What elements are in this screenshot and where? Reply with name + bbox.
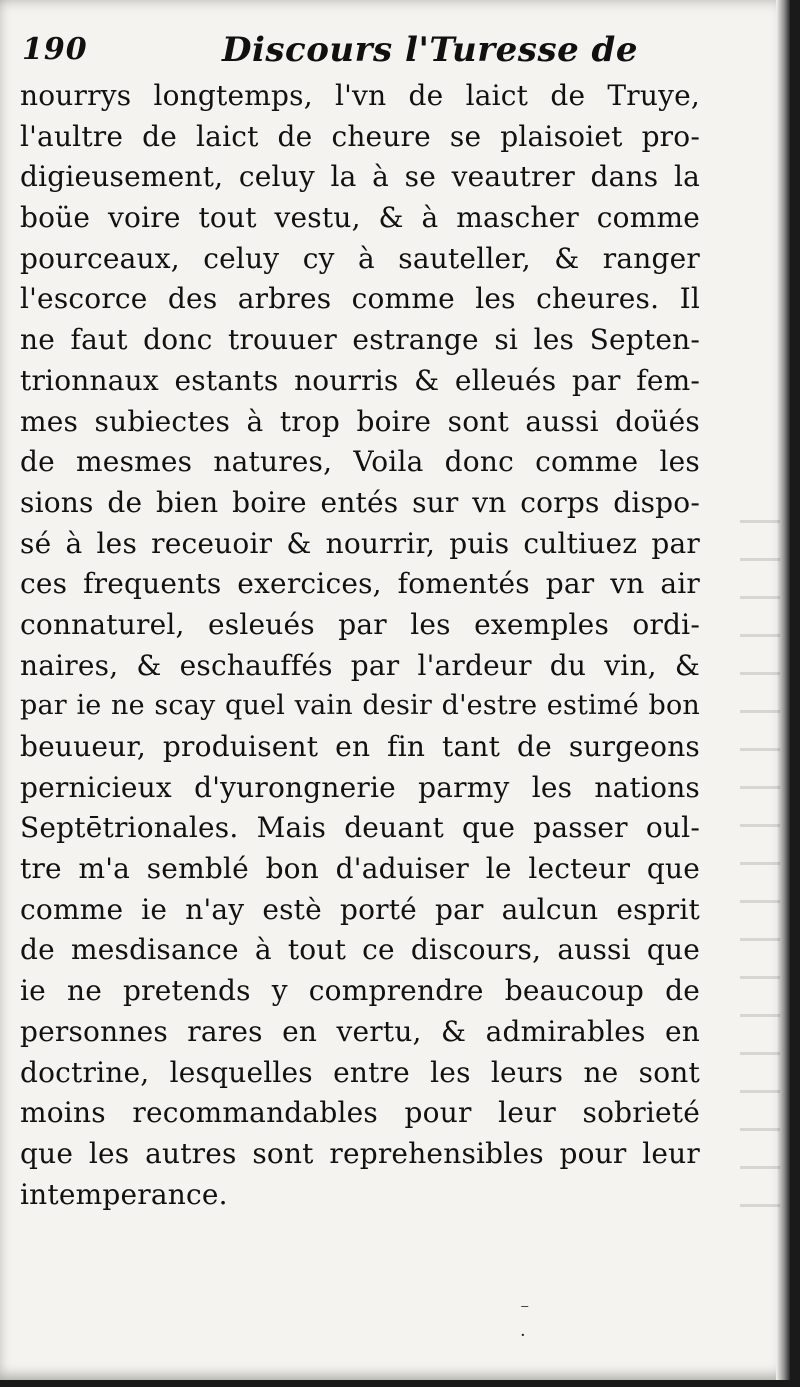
print-speck-mark: · <box>520 1325 526 1346</box>
text-line: pourceaux, celuy cy à sauteller, & ranger <box>20 241 700 275</box>
text-line: ie ne pretends y comprendre beaucoup de <box>20 974 700 1008</box>
text-line: ne faut donc trouuer estrange si les Septen- <box>20 323 700 357</box>
text-line: que les autres sont reprehensibles pour leur <box>20 1136 700 1170</box>
text-line: boüe voire tout vestu, & à mascher comme <box>20 201 700 235</box>
text-line: comme ie n'ay estè porté par aulcun esprit <box>20 892 700 926</box>
text-line: pernicieux d'yurongnerie parmy les nations <box>20 770 700 804</box>
text-line: sé à les receuoir & nourrir, puis cultiuez par <box>20 526 700 560</box>
text-line: beuueur, produisent en fin tant de surgeons <box>20 730 700 763</box>
text-line: nourrys longtemps, l'vn de laict de Truye, <box>20 79 700 112</box>
text-line: mes subiectes à trop boire sont aussi doüés <box>20 404 700 438</box>
text-line: moins recommandables pour leur sobrieté <box>20 1096 700 1130</box>
text-line: l'escorce des arbres comme les cheures. Il <box>20 282 700 316</box>
text-line: sions de bien boire entés sur vn corps dispo- <box>20 485 700 519</box>
text-line: par ie ne scay quel vain desir d'estre estimé bon <box>20 690 700 722</box>
text-line: digieusement, celuy la à se veautrer dans la <box>20 160 700 194</box>
text-line: l'aultre de laict de cheure se plaisoiet pro- <box>20 119 700 153</box>
running-head: Discours l'Turesse de <box>222 30 638 70</box>
text-line: ces frequents exercices, fomentés par vn air <box>20 567 700 601</box>
text-line: naires, & eschauffés par l'ardeur du vin, & <box>20 648 700 682</box>
text-line: Septētrionales. Mais deuant que passer oul- <box>20 811 700 845</box>
text-line-last: intemperance. <box>20 1177 228 1211</box>
body-text <box>20 76 700 1215</box>
text-line: doctrine, lesquelles entre les leurs ne sont <box>20 1055 700 1089</box>
text-line: de mesdisance à tout ce discours, aussi que <box>20 933 700 967</box>
print-speck-mark: ⁻ <box>520 1300 530 1321</box>
text-line: de mesmes natures, Voila donc comme les <box>20 445 700 479</box>
text-line: tre m'a semblé bon d'aduiser le lecteur que <box>20 852 700 886</box>
page-header <box>22 26 702 72</box>
show-through-text <box>740 520 780 1220</box>
text-line: connaturel, esleués par les exemples ordi- <box>20 607 700 641</box>
text-line: trionnaux estants nourris & elleués par fem- <box>20 363 700 397</box>
text-line: personnes rares en vertu, & admirables en <box>20 1014 700 1048</box>
page-number: 190 <box>22 32 88 67</box>
